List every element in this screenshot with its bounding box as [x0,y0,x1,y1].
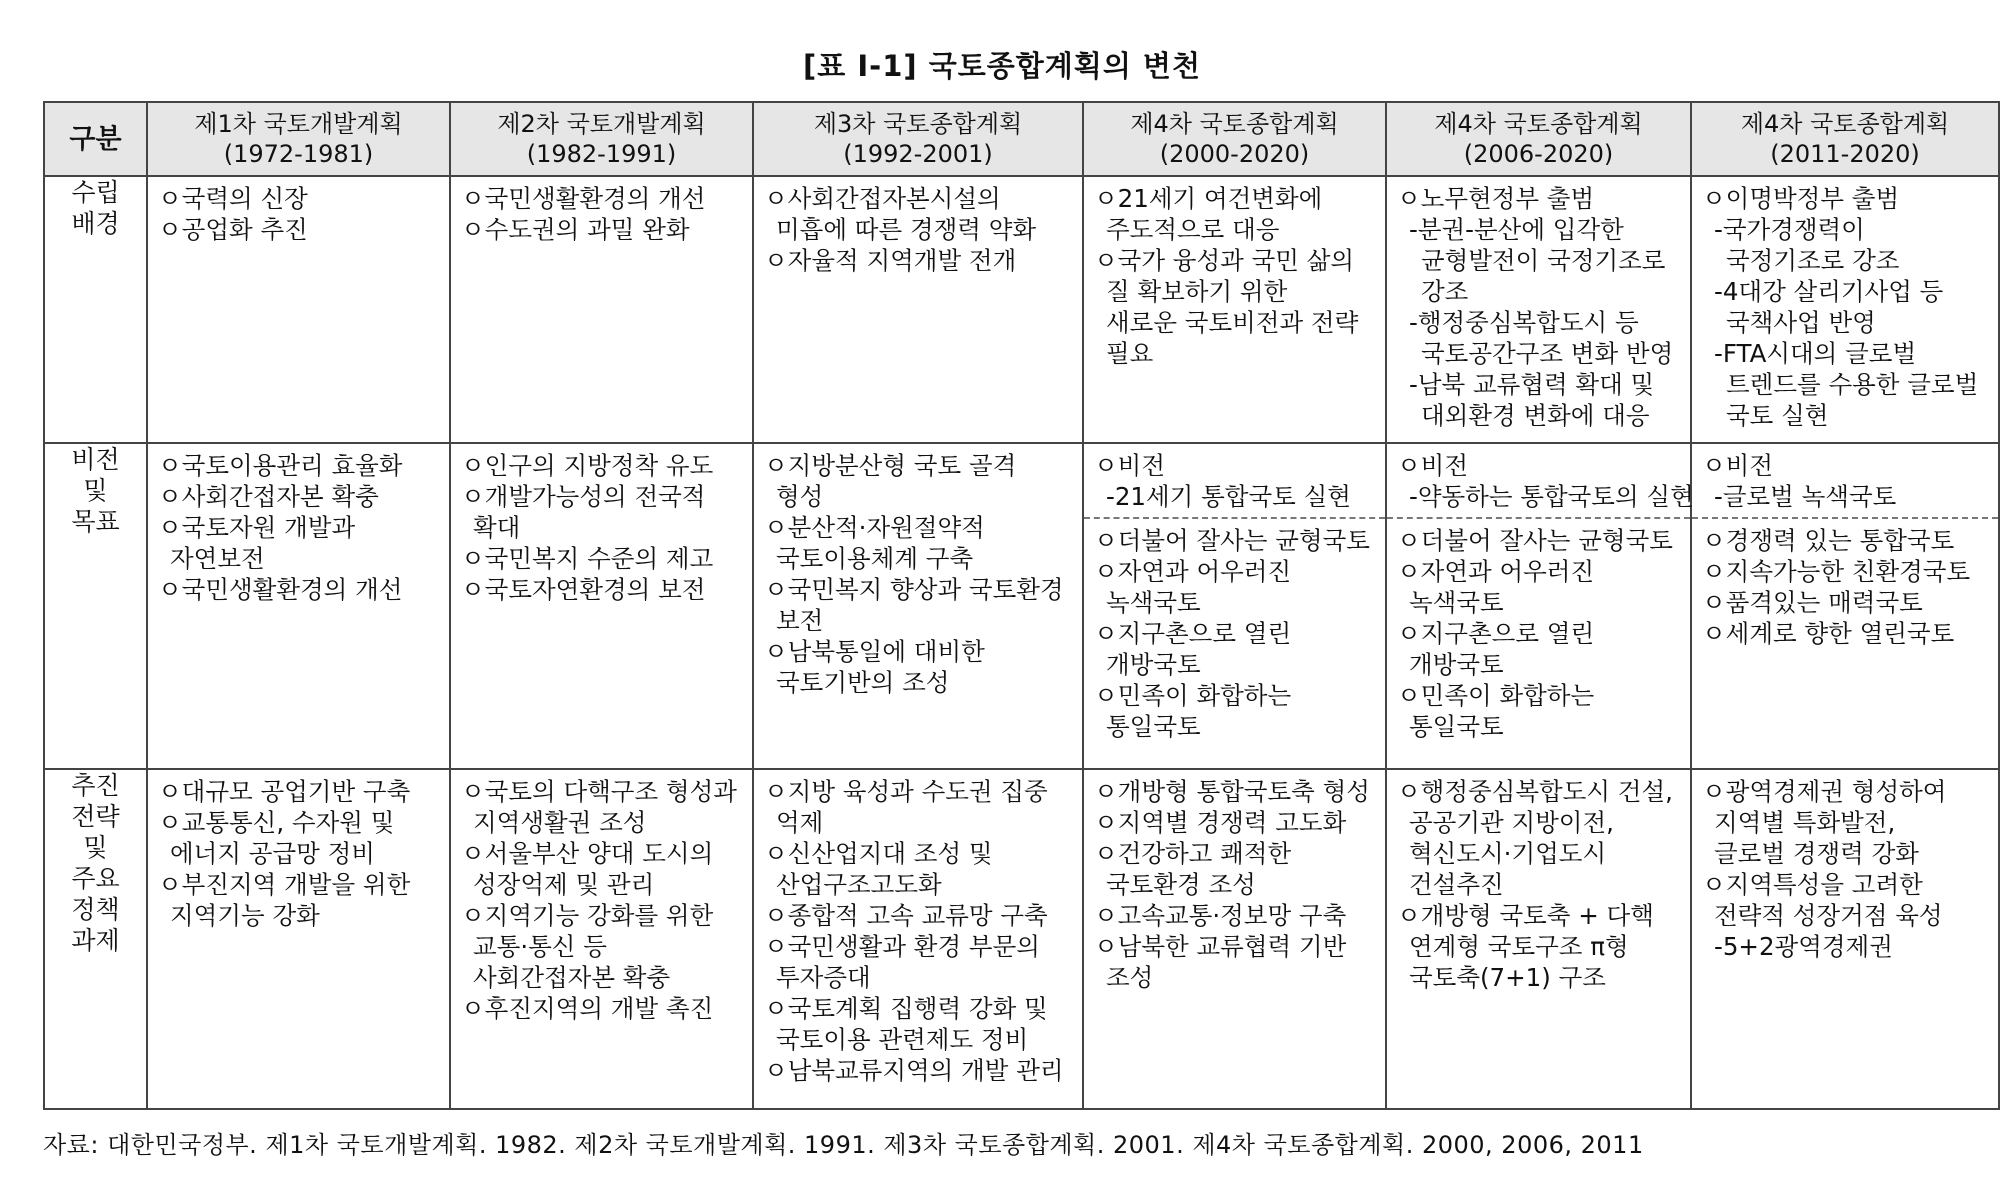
cell-line: -분권-분산에 입각한 [1409,215,1624,244]
strategy-cell [1083,769,1386,1109]
cell-line: ㅇ지속가능한 친환경국토 [1702,557,1971,586]
cell-line: ㅇ국토자원 개발과 [158,513,356,542]
cell-line: ㅇ남북통일에 대비한 [764,637,985,666]
row-label-text: 목표 [71,507,120,536]
background-cell [753,176,1083,443]
cell-line: ㅇ사회간접자본시설의 [764,184,1001,213]
header-plan-4-revised-2006: 제4차 국토종합계획 (2006-2020) [1386,102,1691,176]
cell-line: ㅇ공업화 추진 [158,215,308,244]
cell-line: ㅇ자율적 지역개발 전개 [764,246,1017,275]
cell-line: ㅇ국가 융성과 국민 삶의 [1094,246,1355,275]
cell-line: ㅇ경쟁력 있는 통합국토 [1702,526,1955,555]
cell-line: ㅇ국민복지 향상과 국토환경 [764,575,1064,604]
cell-line: 교통·통신 등 [473,932,607,961]
cell-line: 에너지 공급망 정비 [170,839,375,868]
cell-line: ㅇ국토이용관리 효율화 [158,451,403,480]
vision-cell [450,443,753,769]
row-label-text: 비전 [71,445,120,474]
row-vision [44,443,1999,769]
vision-statement [1692,444,1998,519]
cell-line: 산업구조고도화 [776,870,942,899]
cell-line: 사회간접자본 확충 [473,963,671,992]
row-label-text: 배경 [71,209,120,238]
strategy-cell [1691,769,1999,1109]
cell-line: ㅇ세계로 향한 열린국토 [1702,619,1955,648]
cell-line: 대외환경 변화에 대응 [1421,401,1650,430]
row-label-text: 과제 [71,926,120,955]
cell-line: ㅇ지방분산형 국토 골격 [764,451,1017,480]
cell-line: 확대 [473,513,521,542]
cell-line: ㅇ국민생활환경의 개선 [158,575,403,604]
cell-line: 강조 [1421,277,1469,306]
row-label-text: 추진 [71,771,120,800]
cell-line: -국가경쟁력이 [1714,215,1865,244]
cell-line: ㅇ신산업지대 조성 및 [764,839,993,868]
cell-line: 새로운 국토비전과 전략 [1106,308,1359,337]
cell-line: ㅇ남북교류지역의 개발 관리 [764,1056,1064,1085]
header-plan-2: 제2차 국토개발계획 (1982-1991) [450,102,753,176]
cell-line: 국토축(7+1) 구조 [1409,963,1606,992]
cell-line: ㅇ자연과 어우러진 [1094,557,1292,586]
cell-line: ㅇ지역기능 강화를 위한 [461,901,714,930]
cell-line: ㅇ더불어 잘사는 균형국토 [1397,526,1673,555]
cell-line: -행정중심복합도시 등 [1409,308,1639,337]
cell-line: ㅇ개발가능성의 전국적 [461,482,706,511]
cell-line: ㅇ국민생활과 환경 부문의 [764,932,1040,961]
vision-goals [1387,519,1690,748]
vision-goals [1692,519,1998,655]
vision-cell [753,443,1083,769]
cell-line: 혁신도시·기업도시 [1409,839,1607,868]
cell-line: ㅇ이명박정부 출범 [1702,184,1900,213]
cell-line: ㅇ자연과 어우러진 [1397,557,1595,586]
strategy-cell [753,769,1083,1109]
cell-line: ㅇ지역특성을 고려한 [1702,870,1923,899]
cell-line: 투자증대 [776,963,871,992]
cell-line: -글로벌 녹색국토 [1714,482,1897,511]
cell-line: 억제 [776,808,824,837]
cell-line: 국토이용체계 구축 [776,544,974,573]
strategy-cell [1386,769,1691,1109]
cell-line: ㅇ비전 [1702,451,1774,480]
cell-line: -남북 교류협력 확대 및 [1409,370,1655,399]
vision-split-cell [1691,443,1999,769]
cell-line: ㅇ민족이 화합하는 [1094,681,1292,710]
cell-line: ㅇ개방형 통합국토축 형성 [1094,777,1370,806]
cell-line: 국토기반의 조성 [776,668,950,697]
cell-line: -4대강 살리기사업 등 [1714,277,1944,306]
cell-line: ㅇ지구촌으로 열린 [1094,619,1292,648]
cell-line: 형성 [776,482,824,511]
source-note: 자료: 대한민국정부. 제1차 국토개발계획. 1982. 제2차 국토개발계획. 1991. 제3차 국토종합계획. 2001. 제4차 국토종합계획. 2000, 2006, 2011 [43,1131,1644,1159]
header-plan-3: 제3차 국토종합계획 (1992-2001) [753,102,1083,176]
cell-line: ㅇ국토의 다핵구조 형성과 [461,777,737,806]
cell-line: 지역기능 강화 [170,901,320,930]
background-cell [1691,176,1999,443]
row-label-vision [44,443,147,769]
vision-statement [1387,444,1694,519]
cell-line: ㅇ교통통신, 수자원 및 [158,808,395,837]
row-label-text: 수립 [71,178,120,207]
row-label-text: 및 [83,833,108,862]
cell-line: -약동하는 통합국토의 실현 [1409,482,1694,511]
cell-line: 지역별 특화발전, [1714,808,1896,837]
cell-line: ㅇ21세기 여건변화에 [1094,184,1323,213]
background-cell [1083,176,1386,443]
cell-line: 주도적으로 대응 [1106,215,1280,244]
vision-split-cell [1386,443,1694,769]
cell-line: ㅇ민족이 화합하는 [1397,681,1595,710]
cell-line: 건설추진 [1409,870,1504,899]
cell-line: ㅇ인구의 지방정착 유도 [461,451,714,480]
cell-line: ㅇ분산적·자원절약적 [764,513,985,542]
cell-line: 연계형 국토구조 π형 [1409,932,1629,961]
cell-line: ㅇ지방 육성과 수도권 집중 [764,777,1048,806]
strategy-cell [450,769,753,1109]
cell-line: ㅇ지역별 경쟁력 고도화 [1094,808,1347,837]
cell-line: ㅇ종합적 고속 교류망 구축 [764,901,1048,930]
cell-line: 국토환경 조성 [1106,870,1256,899]
vision-statement [1084,444,1385,519]
header-plan-1: 제1차 국토개발계획 (1972-1981) [147,102,450,176]
cell-line: 국정기조로 강조 [1726,246,1900,275]
background-cell [147,176,450,443]
cell-line: -21세기 통합국토 실현 [1106,482,1351,511]
cell-line: 필요 [1106,339,1154,368]
cell-line: ㅇ지구촌으로 열린 [1397,619,1595,648]
cell-line: ㅇ노무현정부 출범 [1397,184,1595,213]
row-label-strategy [44,769,147,1109]
cell-line: ㅇ사회간접자본 확충 [158,482,379,511]
row-strategy [44,769,1999,1109]
cell-line: 국토공간구조 변화 반영 [1421,339,1674,368]
cell-line: ㅇ건강하고 쾌적한 [1094,839,1292,868]
row-label-background [44,176,147,443]
cell-line: ㅇ남북한 교류협력 기반 [1094,932,1347,961]
cell-line: 보전 [776,606,824,635]
cell-line: 성장억제 및 관리 [473,870,655,899]
cell-line: 국책사업 반영 [1726,308,1876,337]
cell-line: ㅇ서울부산 양대 도시의 [461,839,714,868]
row-label-text: 및 [83,476,108,505]
cell-line: 자연보전 [170,544,265,573]
cell-line: 질 확보하기 위한 [1106,277,1288,306]
cell-line: 공공기관 지방이전, [1409,808,1614,837]
cell-line: 국토이용 관련제도 정비 [776,1025,1029,1054]
header-row [44,102,1999,176]
cell-line: 조성 [1106,963,1154,992]
cell-line: ㅇ국토자연환경의 보전 [461,575,706,604]
background-cell [1386,176,1691,443]
row-label-text: 전략 [71,802,120,831]
cell-line: ㅇ국민복지 수준의 제고 [461,544,714,573]
plan-comparison-table [43,101,2000,1110]
cell-line: -FTA시대의 글로벌 [1714,339,1917,368]
cell-line: 글로벌 경쟁력 강화 [1714,839,1919,868]
row-label-text: 정책 [71,895,120,924]
cell-line: ㅇ비전 [1397,451,1469,480]
cell-line: 미흡에 따른 경쟁력 약화 [776,215,1037,244]
cell-line: ㅇ후진지역의 개발 촉진 [461,994,714,1023]
cell-line: -5+2광역경제권 [1714,932,1893,961]
cell-line: 녹색국토 [1409,588,1504,617]
vision-goals [1084,519,1385,748]
cell-line: 통일국토 [1106,712,1201,741]
cell-line: ㅇ행정중심복합도시 건설, [1397,777,1673,806]
cell-line: 전략적 성장거점 육성 [1714,901,1943,930]
cell-line: ㅇ광역경제권 형성하여 [1702,777,1947,806]
cell-line: ㅇ수도권의 과밀 완화 [461,215,690,244]
cell-line: 트렌드를 수용한 글로벌 [1726,370,1979,399]
cell-line: 균형발전이 국정기조로 [1421,246,1666,275]
table-title: [표 Ⅰ-1] 국토종합계획의 변천 [803,49,1201,83]
cell-line: 국토 실현 [1726,401,1829,430]
vision-cell [147,443,450,769]
cell-line: ㅇ더불어 잘사는 균형국토 [1094,526,1370,555]
cell-line: ㅇ고속교통·정보망 구축 [1094,901,1347,930]
cell-line: ㅇ국토계획 집행력 강화 및 [764,994,1048,1023]
cell-line: 개방국토 [1106,650,1201,679]
vision-split-cell [1083,443,1386,769]
header-gubun: 구분 [44,102,147,176]
cell-line: 녹색국토 [1106,588,1201,617]
cell-line: ㅇ국민생활환경의 개선 [461,184,706,213]
row-background [44,176,1999,443]
row-label-text: 주요 [71,864,120,893]
cell-line: 개방국토 [1409,650,1504,679]
cell-line: ㅇ대규모 공업기반 구축 [158,777,411,806]
background-cell [450,176,753,443]
cell-line: ㅇ국력의 신장 [158,184,308,213]
cell-line: ㅇ개방형 국토축 + 다핵 [1397,901,1654,930]
cell-line: 통일국토 [1409,712,1504,741]
header-plan-4: 제4차 국토종합계획 (2000-2020) [1083,102,1386,176]
cell-line: ㅇ부진지역 개발을 위한 [158,870,411,899]
cell-line: ㅇ비전 [1094,451,1166,480]
strategy-cell [147,769,450,1109]
header-plan-4-revised-2011: 제4차 국토종합계획 (2011-2020) [1691,102,1999,176]
cell-line: ㅇ품격있는 매력국토 [1702,588,1923,617]
cell-line: 지역생활권 조성 [473,808,647,837]
